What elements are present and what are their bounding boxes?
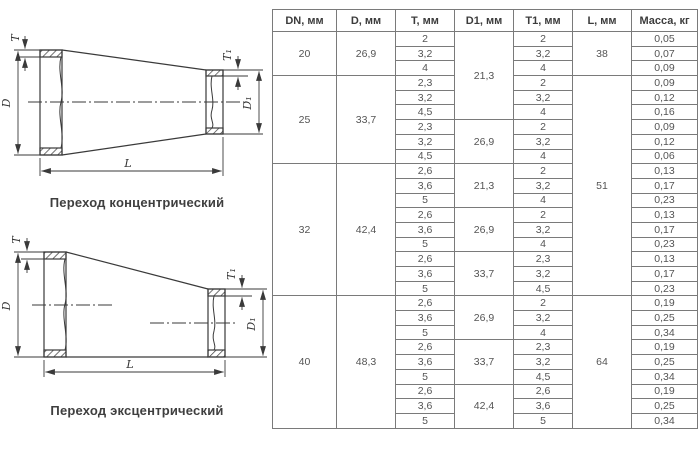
dim-label-L: L xyxy=(126,358,134,371)
table-cell: 0,09 xyxy=(632,61,698,76)
table-cell: 2 xyxy=(514,120,573,135)
table-cell: 4 xyxy=(514,105,573,120)
table-cell: 3,2 xyxy=(514,267,573,282)
table-cell: 3,2 xyxy=(514,134,573,149)
table-cell: 4 xyxy=(514,61,573,76)
technical-drawings xyxy=(0,0,272,450)
table-cell: 2 xyxy=(514,32,573,47)
dim-label-D: D xyxy=(0,301,13,311)
table-header-cell: L, мм xyxy=(573,10,632,32)
table-cell: 40 xyxy=(273,296,337,428)
table-cell: 0,12 xyxy=(632,134,698,149)
table-cell: 5 xyxy=(396,413,455,428)
table-cell: 0,17 xyxy=(632,222,698,237)
concentric-reducer-drawing xyxy=(0,33,263,176)
table-cell: 0,16 xyxy=(632,105,698,120)
table-cell: 21,3 xyxy=(455,32,514,120)
table-cell: 0,25 xyxy=(632,355,698,370)
table-cell: 0,13 xyxy=(632,208,698,223)
table-row xyxy=(273,32,698,47)
table-cell: 3,6 xyxy=(396,222,455,237)
table-cell: 2,6 xyxy=(396,296,455,311)
table-cell: 2,3 xyxy=(396,76,455,91)
eccentric-reducer-drawing xyxy=(0,235,267,377)
table-cell: 2 xyxy=(514,296,573,311)
table-cell: 3,2 xyxy=(514,178,573,193)
big-end-wall-bottom xyxy=(44,350,66,357)
table-cell: 64 xyxy=(573,296,632,428)
taper-top xyxy=(62,50,206,70)
table-cell: 33,7 xyxy=(337,76,396,164)
table-cell: 51 xyxy=(573,76,632,296)
table-cell: 33,7 xyxy=(455,340,514,384)
big-end-wall-bottom xyxy=(40,148,62,155)
table-cell: 0,13 xyxy=(632,164,698,179)
small-end-wall-top xyxy=(206,70,223,76)
table-cell: 0,09 xyxy=(632,120,698,135)
table-cell: 2 xyxy=(514,208,573,223)
table-cell: 26,9 xyxy=(337,32,396,76)
table-cell: 2,3 xyxy=(514,340,573,355)
table-cell: 3,6 xyxy=(396,178,455,193)
big-end-outline xyxy=(40,50,62,155)
table-cell: 42,4 xyxy=(337,164,396,296)
table-cell: 3,6 xyxy=(514,399,573,414)
table-cell: 0,17 xyxy=(632,267,698,282)
table-cell: 0,19 xyxy=(632,384,698,399)
table-cell: 4 xyxy=(514,149,573,164)
table-header-cell: T1, мм xyxy=(514,10,573,32)
table-cell: 5 xyxy=(396,237,455,252)
concentric-caption: Переход концентрический xyxy=(49,195,225,210)
table-cell: 3,6 xyxy=(396,399,455,414)
table-cell: 5 xyxy=(396,369,455,384)
table-header xyxy=(273,10,698,32)
big-end-outline xyxy=(44,252,66,357)
eccentric-caption: Переход эксцентрический xyxy=(50,403,224,418)
table-header-cell: D1, мм xyxy=(455,10,514,32)
table-cell: 25 xyxy=(273,76,337,164)
table-cell: 4,5 xyxy=(514,369,573,384)
table-cell: 3,6 xyxy=(396,311,455,326)
table-cell: 3,2 xyxy=(514,46,573,61)
dim-label-T1: T₁ xyxy=(225,268,238,280)
table-cell: 2,6 xyxy=(396,340,455,355)
big-end-wall-top xyxy=(44,252,66,259)
table-cell: 5 xyxy=(396,193,455,208)
table-cell: 0,12 xyxy=(632,90,698,105)
table-header-cell: Масса, кг xyxy=(632,10,698,32)
table-cell: 3,2 xyxy=(514,311,573,326)
table-cell: 4 xyxy=(514,237,573,252)
table-header-cell: T, мм xyxy=(396,10,455,32)
table-cell: 32 xyxy=(273,164,337,296)
table-cell: 0,23 xyxy=(632,193,698,208)
table-cell: 0,23 xyxy=(632,237,698,252)
dimensions-table xyxy=(272,9,698,429)
table-cell: 0,34 xyxy=(632,325,698,340)
table-cell: 4,5 xyxy=(514,281,573,296)
table-row xyxy=(273,164,698,179)
table-cell: 0,09 xyxy=(632,76,698,91)
small-end-wall-bottom xyxy=(206,128,223,134)
small-end-wall-bottom xyxy=(208,350,225,357)
dim-label-T: T xyxy=(9,34,22,42)
table-cell: 3,2 xyxy=(514,355,573,370)
table-cell: 2,6 xyxy=(396,252,455,267)
table-cell: 3,2 xyxy=(396,90,455,105)
table-cell: 0,07 xyxy=(632,46,698,61)
table-cell: 2,3 xyxy=(396,120,455,135)
table-cell: 5 xyxy=(396,281,455,296)
table-cell: 48,3 xyxy=(337,296,396,428)
table-cell: 2 xyxy=(514,164,573,179)
dim-label-D1: D₁ xyxy=(241,96,254,110)
dim-label-D1: D₁ xyxy=(245,317,258,331)
table-cell: 2,6 xyxy=(396,208,455,223)
table-cell: 26,9 xyxy=(455,208,514,252)
table-cell: 0,05 xyxy=(632,32,698,47)
dim-label-D: D xyxy=(0,98,13,108)
table-cell: 0,25 xyxy=(632,399,698,414)
table-cell: 26,9 xyxy=(455,120,514,164)
table-cell: 2,6 xyxy=(396,384,455,399)
table-cell: 3,2 xyxy=(514,90,573,105)
table-cell: 3,2 xyxy=(396,46,455,61)
table-cell: 4 xyxy=(514,325,573,340)
table-cell: 4 xyxy=(396,61,455,76)
table-cell: 21,3 xyxy=(455,164,514,208)
table-cell: 3,6 xyxy=(396,355,455,370)
table-cell: 2,6 xyxy=(396,164,455,179)
dim-label-T: T xyxy=(10,236,23,244)
table-cell: 0,06 xyxy=(632,149,698,164)
big-end-wall-top xyxy=(40,50,62,57)
table-cell: 20 xyxy=(273,32,337,76)
table-cell: 0,34 xyxy=(632,413,698,428)
table-cell: 4,5 xyxy=(396,105,455,120)
table-cell: 26,9 xyxy=(455,296,514,340)
dim-label-T1: T₁ xyxy=(221,49,234,61)
table-cell: 4,5 xyxy=(396,149,455,164)
table-cell: 0,25 xyxy=(632,311,698,326)
table-cell: 5 xyxy=(396,325,455,340)
table-cell: 2,3 xyxy=(514,252,573,267)
table-cell: 0,19 xyxy=(632,296,698,311)
table-cell: 5 xyxy=(514,413,573,428)
table-header-cell: D, мм xyxy=(337,10,396,32)
table-cell: 0,23 xyxy=(632,281,698,296)
table-cell: 2 xyxy=(514,76,573,91)
table-cell: 0,13 xyxy=(632,252,698,267)
table-cell: 0,34 xyxy=(632,369,698,384)
table-cell: 33,7 xyxy=(455,252,514,296)
table-cell: 2 xyxy=(396,32,455,47)
table-cell: 38 xyxy=(573,32,632,76)
small-end-wall-top xyxy=(208,289,225,296)
table-cell: 42,4 xyxy=(455,384,514,428)
table-cell: 3,2 xyxy=(514,222,573,237)
taper-top xyxy=(66,252,208,289)
break-line xyxy=(213,296,215,350)
table-header-cell: DN, мм xyxy=(273,10,337,32)
table-cell: 4 xyxy=(514,193,573,208)
taper-bottom xyxy=(62,134,206,155)
table-cell: 0,17 xyxy=(632,178,698,193)
table-cell: 0,19 xyxy=(632,340,698,355)
dim-label-L: L xyxy=(124,157,132,170)
table-cell: 2,6 xyxy=(514,384,573,399)
table-cell: 3,6 xyxy=(396,267,455,282)
table-cell: 3,2 xyxy=(396,134,455,149)
table-row xyxy=(273,296,698,311)
